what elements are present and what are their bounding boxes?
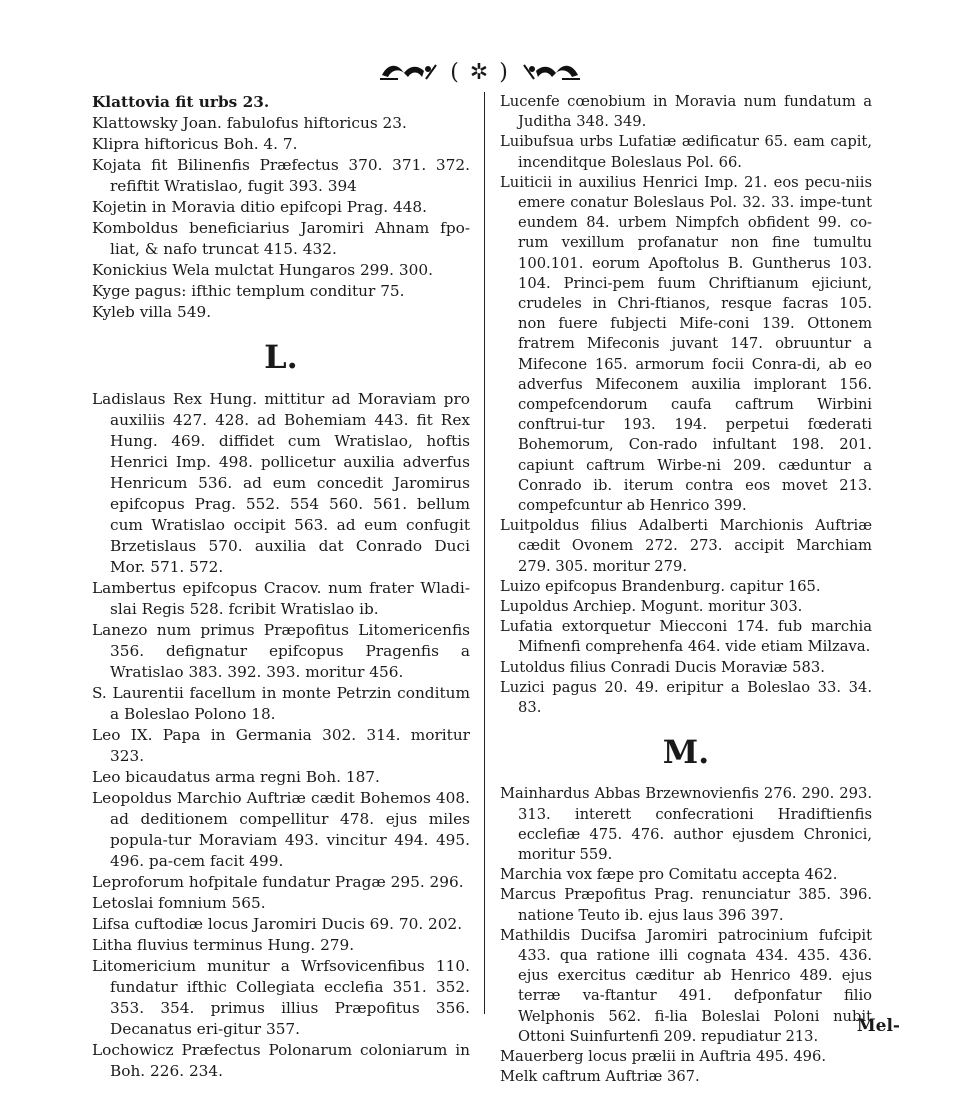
index-entry: Lambertus epifcopus Cracov. num frater Wladi-slai Regis 528. fcribit Wratislao ib.: [92, 579, 470, 618]
index-entry: Luitpoldus filius Adalberti Marchionis Auftriæ cædit Ovonem 272. 273. accipit Marchiam 279. 305. moritur 279.: [500, 517, 872, 575]
index-entry: Klattowsky Joan. fabulofus hiftoricus 23.: [92, 114, 407, 132]
index-entry: Letoslai fomnium 565.: [92, 894, 266, 912]
left-fleuron-ornament-icon: [378, 59, 438, 85]
index-entry: Marcus Præpofitus Prag. renunciatur 385. 396. natione Teuto ib. ejus laus 396 397.: [500, 886, 872, 924]
right-fleuron-ornament-icon: [522, 59, 582, 85]
index-entry: S. Laurentii facellum in monte Petrzin conditum a Boleslao Polono 18.: [92, 684, 470, 723]
index-entry: Lutoldus filius Conradi Ducis Moraviæ 583.: [500, 658, 825, 676]
index-entry: Lupoldus Archiep. Mogunt. moritur 303.: [500, 598, 803, 616]
index-entry: Klipra hiftoricus Boh. 4. 7.: [92, 135, 298, 153]
index-entry: Luzici pagus 20. 49. eripitur a Boleslao 33. 34. 83.: [500, 678, 872, 717]
index-entry: Komboldus beneficiarius Jaromiri Ahnam fpo-liat, & nafo truncat 415. 432.: [92, 219, 470, 258]
index-entry: Mauerberg locus prælii in Auftria 495. 496.: [500, 1047, 827, 1065]
index-entry: Lifsa cuftodiæ locus Jaromiri Ducis 69. 70. 202.: [92, 915, 463, 933]
index-entry: Luizo epifcopus Brandenburg. capitur 165.: [500, 577, 821, 595]
index-entry: Klattovia fit urbs 23.: [92, 93, 270, 111]
index-entry: Leo IX. Papa in Germania 302. 314. moritur 323.: [92, 726, 470, 765]
index-entry: Litomericium munitur a Wrfsovicenfibus 110. fundatur ifthic Collegiata ecclefia 351. 352. 353. 354. primus illius Præpofitus 356. Decanatus eri-gitur 357.: [92, 957, 470, 1038]
index-entry: Melk caftrum Auftriæ 367.: [500, 1068, 700, 1086]
page-header: [0, 54, 960, 90]
index-entry: Litha fluvius terminus Hung. 279.: [92, 936, 355, 954]
index-entry: Kojetin in Moravia ditio epifcopi Prag. 448.: [92, 198, 428, 216]
column-divider: [484, 92, 485, 1014]
left-column: [92, 92, 470, 1082]
index-entry: Marchia vox fæpe pro Comitatu accepta 462.: [500, 866, 838, 884]
catchword: Mel-: [856, 1016, 900, 1036]
page-header-marker: ( ✲ ): [450, 59, 510, 85]
index-entry: Kojata fit Bilinenfis Præfectus 370. 371. 372. refiftit Wratislao, fugit 393. 394: [92, 156, 470, 195]
index-entry: Leproforum hofpitale fundatur Pragæ 295. 296.: [92, 873, 464, 891]
index-entry: Leopoldus Marchio Auftriæ cædit Bohemos 408. ad deditionem compellitur 478. ejus miles popula-tur Moraviam 493. vincitur 494. 495. 496. pa-cem facit 499.: [92, 789, 470, 870]
right-column: [500, 92, 872, 1087]
index-entry: Ladislaus Rex Hung. mittitur ad Moraviam pro auxiliis 427. 428. ad Bohemiam 443. fit Rex Hung. 469. diffidet cum Wratislao, hoftis Henrici Imp. 498. pollicetur auxilia adverfus Henricum 536. ad eum concedit Jaromirus epifcopus Prag. 552. 554 560. 561. bellum cum Wratislao occipit 563. ad eum confugit Brzetislaus 570. auxilia dat Conrado Duci Mor. 571. 572.: [92, 390, 470, 576]
index-entry: Konickius Wela mulctat Hungaros 299. 300.: [92, 261, 433, 279]
index-entry: Lucenfe cœnobium in Moravia num fundatum a Juditha 348. 349.: [500, 93, 872, 131]
index-entry: Lufatia extorquetur Miecconi 174. fub marchia Mifnenfi comprehenfa 464. vide etiam Milzava.: [500, 618, 872, 656]
index-entry: Lochowicz Præfectus Polonarum coloniarum in Boh. 226. 234.: [92, 1041, 470, 1080]
index-entry: Luiticii in auxilius Henrici Imp. 21. eos pecu-niis emere conatur Boleslaus Pol. 32. 33. impe-tunt eundem 84. urbem Nimpfch obfident 99. co-rum vexillum profanatur non fine tumultu 100.101. eorum Apoftolus B. Guntherus 103. 104. Princi-pem fuum Chriftianum ejiciunt, crudeles in Chri-ftianos, resque facras 105. non fuere fubjecti Mife-coni 139. Ottonem fratrem Mifeconis juvant 147. obruuntur a Mifecone 165. armorum focii Conra-di, ab eo adverfus Mifeconem auxilia implorant 156. compefcendorum caufa caftrum Wirbini conftrui-tur 193. 194. perpetui fœderati Bohemorum, Con-rado infultant 198. 201. capiunt caftrum Wirbe-ni 209. cæduntur a Conrado ib. iterum contra eos movet 213. compefcuntur ab Henrico 399.: [500, 173, 872, 515]
section-letter-heading: M.: [662, 733, 710, 772]
section-letter-heading: L.: [264, 338, 298, 376]
index-entry: Luibufsua urbs Lufatiæ ædificatur 65. eam capit, incenditque Boleslaus Pol. 66.: [500, 133, 872, 171]
index-entry: Kyleb villa 549.: [92, 303, 212, 321]
index-entry: Kyge pagus: ifthic templum conditur 75.: [92, 282, 405, 300]
index-entry: Leo bicaudatus arma regni Boh. 187.: [92, 768, 380, 786]
index-entry: Mathildis Ducifsa Jaromiri patrocinium fufcipit 433. qua ratione illi cognata 434. 435. 436. ejus exercitus cæditur ab Henrico 489. ejus terræ va-ftantur 491. defponfatur filio Welphonis 562. fi-lia Boleslai Poloni nubit Ottoni Suinfurtenfi 209. repudiatur 213.: [500, 926, 872, 1045]
index-entry: Mainhardus Abbas Brzewnovienfis 276. 290. 293. 313. interett confecrationi Hradiftienfis ecclefiæ 475. 476. author ejusdem Chronici, moritur 559.: [500, 785, 872, 863]
index-entry: Lanezo num primus Præpofitus Litomericenfis 356. defignatur epifcopus Pragenfis a Wratislao 383. 392. 393. moritur 456.: [92, 621, 470, 681]
